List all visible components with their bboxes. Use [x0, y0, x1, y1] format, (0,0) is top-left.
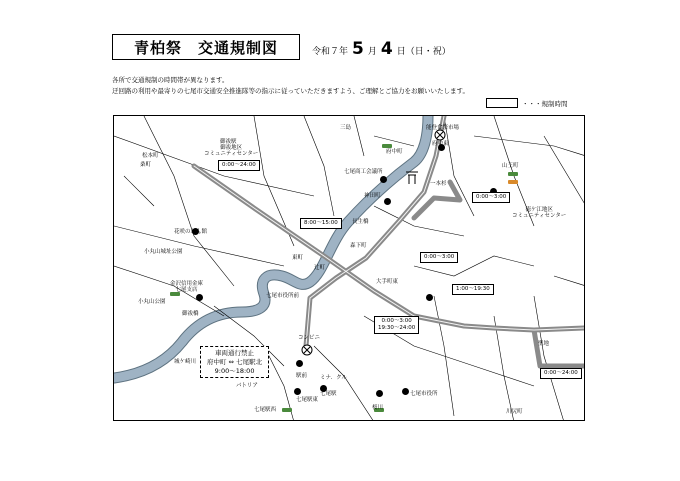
landmark-dot	[426, 294, 433, 301]
landmark-dot	[296, 360, 303, 367]
map-label: 金沢信用金庫 七尾支店	[170, 281, 204, 293]
landmark-dot	[380, 176, 387, 183]
time-box: 1:00～19:30	[452, 284, 494, 295]
map-label: 府中町	[386, 149, 403, 155]
map-label: 川尻町	[506, 409, 523, 415]
map-label: 御祓地区 コミュニティセンター	[204, 145, 259, 157]
map-label: コンビニ	[298, 335, 321, 341]
page-title: 青柏祭 交通規制図	[112, 34, 300, 60]
map-label: 御祓駅	[220, 139, 237, 145]
map-label: 能登食祭市場	[426, 125, 460, 131]
map-label: 神田町	[364, 193, 381, 199]
landmark-dot	[294, 388, 301, 395]
landmark-dot	[376, 390, 383, 397]
time-box: 0:00～24:00	[218, 160, 260, 171]
legend-label: ・・・規制時間	[522, 100, 568, 108]
vehicle-ban-time: 9:00～18:00	[214, 366, 255, 375]
notice-line-2: 迂回路の利用や最寄りの七尾市交通安全推進隊等の指示に従っていただきますよう、ご理解とご協力をお願いいたします。	[112, 87, 469, 95]
map-label: 小丸山公園	[138, 299, 166, 305]
map-label: 東町	[292, 255, 304, 261]
date-month-unit: 月	[367, 47, 377, 57]
map-label: 駅前	[296, 373, 308, 379]
time-box: 0:00～3:00 19:30～24:00	[374, 316, 419, 334]
map-label: 七尾駅東	[296, 397, 319, 403]
map-label: 聖地	[538, 341, 550, 347]
vehicle-ban-notice	[200, 346, 269, 378]
map-label: 森下町	[350, 243, 367, 249]
vehicle-ban-route: 府中町 ⇔ 七尾駅北	[207, 357, 263, 366]
map-label: 徳ケ江地区 コミュニティセンター	[512, 207, 567, 219]
map-label: 大手町東	[376, 279, 399, 285]
map-label: 桜川	[372, 405, 384, 411]
legend-swatch	[486, 98, 518, 108]
map-label: 桑町	[140, 162, 152, 168]
event-date	[312, 39, 451, 59]
traffic-map[interactable]	[113, 115, 585, 421]
time-box: 0:00～3:00	[472, 192, 510, 203]
map-label: ミナ．クル	[320, 375, 347, 381]
map-label: 府中東	[432, 141, 449, 147]
time-box: 0:00～3:00	[420, 252, 458, 263]
map-label: 城ケ崎川	[174, 359, 197, 365]
map-label: 花咲のれん館	[174, 229, 208, 235]
map-label: 小丸山城址公園	[144, 249, 183, 255]
map-label: 辻町	[314, 265, 326, 271]
map-label: 三島	[340, 125, 352, 131]
date-prefix: 令和７年	[312, 47, 349, 57]
date-day: 4	[380, 39, 393, 59]
landmark-dot	[384, 198, 391, 205]
vehicle-ban-title: 車両通行禁止	[215, 349, 255, 357]
date-day-unit: 日（日・祝）	[396, 47, 451, 57]
map-label: 七尾駅西	[254, 407, 277, 413]
river	[114, 116, 428, 378]
map-label: 七尾商工会議所	[344, 169, 383, 175]
map-label: 長生橋	[352, 219, 369, 225]
time-box: 8:00～15:00	[300, 218, 342, 229]
map-label: 一本杉	[430, 181, 447, 187]
torii-icon	[406, 172, 418, 184]
map-label: 御祓橋	[182, 311, 199, 317]
notice-line-1: 各所で交通規制の時間帯が異なります。	[112, 76, 229, 84]
map-label: 松本町	[142, 153, 159, 159]
date-month: 5	[352, 39, 364, 59]
map-label: 七尾市役所前	[266, 293, 300, 299]
map-label: パトリア	[236, 383, 258, 389]
time-box: 0:00～24:00	[540, 368, 582, 379]
landmark-dot	[196, 294, 203, 301]
map-label: 七尾市役所	[410, 391, 438, 397]
map-label: 七尾駅	[320, 391, 337, 397]
map-canvas	[114, 116, 585, 421]
map-label: 山王町	[502, 163, 519, 169]
river-fill	[114, 116, 428, 378]
landmark-dot	[402, 388, 409, 395]
